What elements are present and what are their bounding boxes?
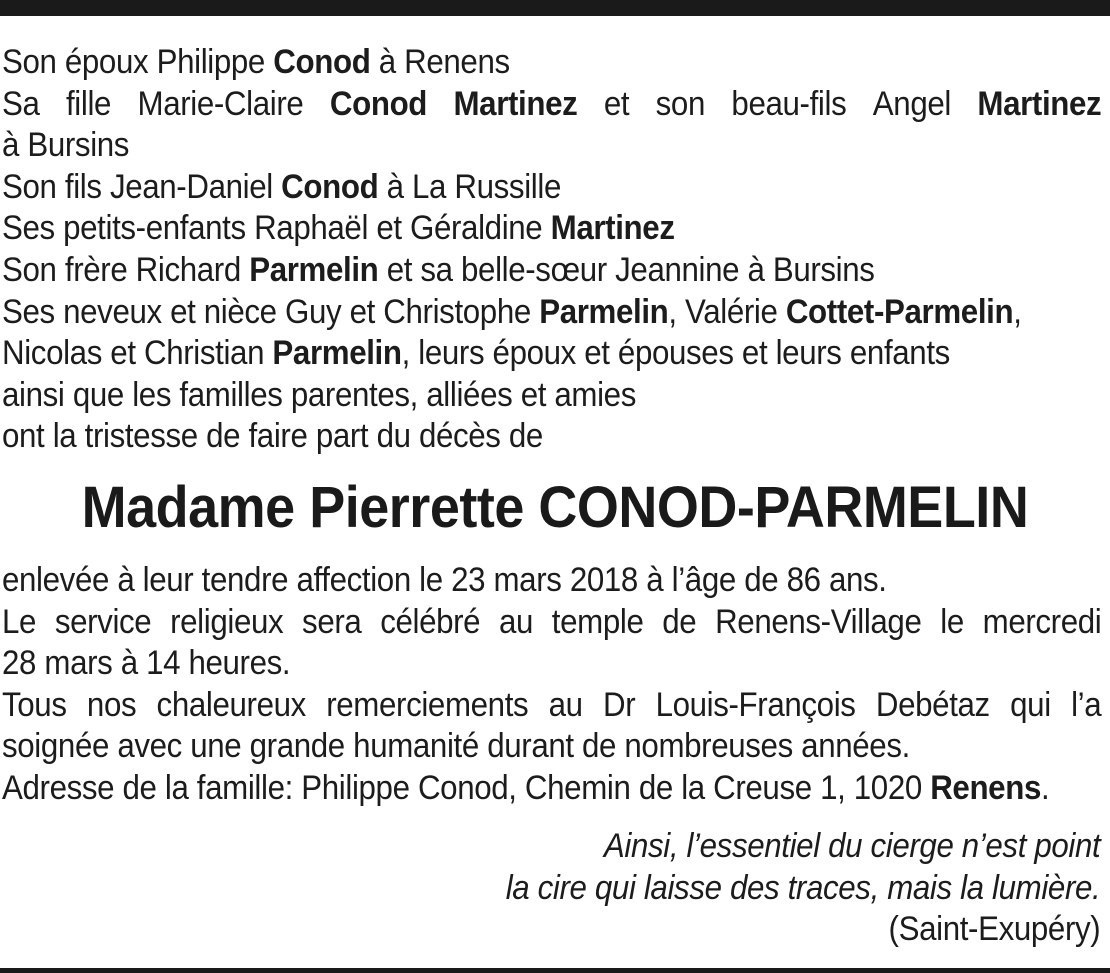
word: sera <box>302 602 362 641</box>
word: Debétaz <box>875 685 990 724</box>
surname: Parmelin <box>249 250 379 289</box>
word: et <box>603 84 630 123</box>
surname: Martinez <box>453 84 578 123</box>
word: chaleureux <box>156 685 306 724</box>
word: service <box>54 602 152 641</box>
text: Son fils Jean-Daniel <box>2 167 282 206</box>
epigraph-inner <box>505 826 1100 951</box>
family-line-5 <box>2 208 1101 250</box>
word: au <box>498 602 534 641</box>
surname: Cottet-Parmelin <box>785 292 1014 331</box>
family-line-10: ont la tristesse de faire part du décès de <box>2 417 543 456</box>
top-rule <box>0 0 1110 16</box>
family-line-2 <box>2 84 1101 126</box>
surname: Parmelin <box>272 334 402 373</box>
details-line-6 <box>2 768 1101 810</box>
details <box>2 560 1101 810</box>
details-line-5: soignée avec une grande humanité durant de nombreuses années. <box>2 727 910 766</box>
word: Marie-Claire <box>137 84 304 123</box>
deceased-name-text: Madame Pierrette CONOD-PARMELIN <box>81 475 1029 540</box>
word: nos <box>86 685 137 724</box>
family-line-7 <box>2 292 1101 334</box>
surname: Parmelin <box>539 292 669 331</box>
family-list <box>2 42 1101 458</box>
word: remerciements <box>326 685 529 724</box>
word: Tous <box>2 685 67 724</box>
word: de <box>662 602 697 641</box>
family-line-4 <box>2 167 1101 209</box>
text: à La Russille <box>378 167 561 206</box>
family-line-1 <box>2 42 1101 84</box>
bottom-rule <box>0 968 1110 973</box>
word: Angel <box>872 84 951 123</box>
family-line-3: à Bursins <box>2 126 130 165</box>
text: , leurs époux et épouses et leurs enfants <box>401 334 950 373</box>
word: fille <box>65 84 112 123</box>
surname: Conod <box>281 167 379 206</box>
family-line-9: ainsi que les familles parentes, alliées et amies <box>2 375 636 414</box>
text: Ses neveux et nièce Guy et Christophe <box>2 292 540 331</box>
word: mercredi <box>982 602 1102 641</box>
word: Renens-Village <box>715 602 922 641</box>
word: religieux <box>170 602 284 641</box>
word: Louis-François <box>655 685 856 724</box>
epigraph-line-2: la cire qui laisse des traces, mais la lumière. <box>505 868 1100 907</box>
surname: Martinez <box>550 209 675 248</box>
word: le <box>940 602 964 641</box>
text: Son époux Philippe <box>2 43 274 81</box>
details-line-2 <box>2 602 1101 644</box>
details-line-3: 28 mars à 14 heures. <box>2 644 291 683</box>
details-line-4 <box>2 685 1101 727</box>
text: . <box>1040 768 1050 807</box>
word: célébré <box>380 602 481 641</box>
word: au <box>548 685 583 724</box>
text: Nicolas et Christian <box>2 334 273 373</box>
deceased-name <box>0 470 1110 546</box>
text: , <box>1013 292 1022 331</box>
epigraph <box>454 826 1100 951</box>
text: Son frère Richard <box>2 250 250 289</box>
details-line-1: enlevée à leur tendre affection le 23 mars 2018 à l’âge de 86 ans. <box>2 561 887 599</box>
word: temple <box>551 602 644 641</box>
epigraph-line-1: Ainsi, l’essentiel du cierge n’est point <box>603 827 1100 865</box>
text: Adresse de la famille: Philippe Conod, Chemin de la Creuse 1, 1020 <box>2 768 931 807</box>
family-line-8 <box>2 333 1101 375</box>
text: à Renens <box>370 43 510 81</box>
word: son <box>655 84 705 123</box>
town: Renens <box>930 768 1041 807</box>
word: qui <box>1010 685 1051 724</box>
text: et sa belle-sœur Jeannine à Bursins <box>378 250 875 289</box>
surname: Conod <box>273 43 371 81</box>
word: l’a <box>1071 685 1102 724</box>
family-line-6 <box>2 250 1101 292</box>
surname: Martinez <box>977 84 1102 123</box>
word: Dr <box>602 685 636 724</box>
epigraph-attribution: (Saint-Exupéry) <box>888 910 1100 949</box>
word: beau-fils <box>731 84 847 123</box>
word: Sa <box>2 84 40 123</box>
word: Le <box>2 602 37 641</box>
text: , Valérie <box>668 292 786 331</box>
surname: Conod <box>329 84 428 123</box>
text: Ses petits-enfants Raphaël et Géraldine <box>2 209 551 248</box>
